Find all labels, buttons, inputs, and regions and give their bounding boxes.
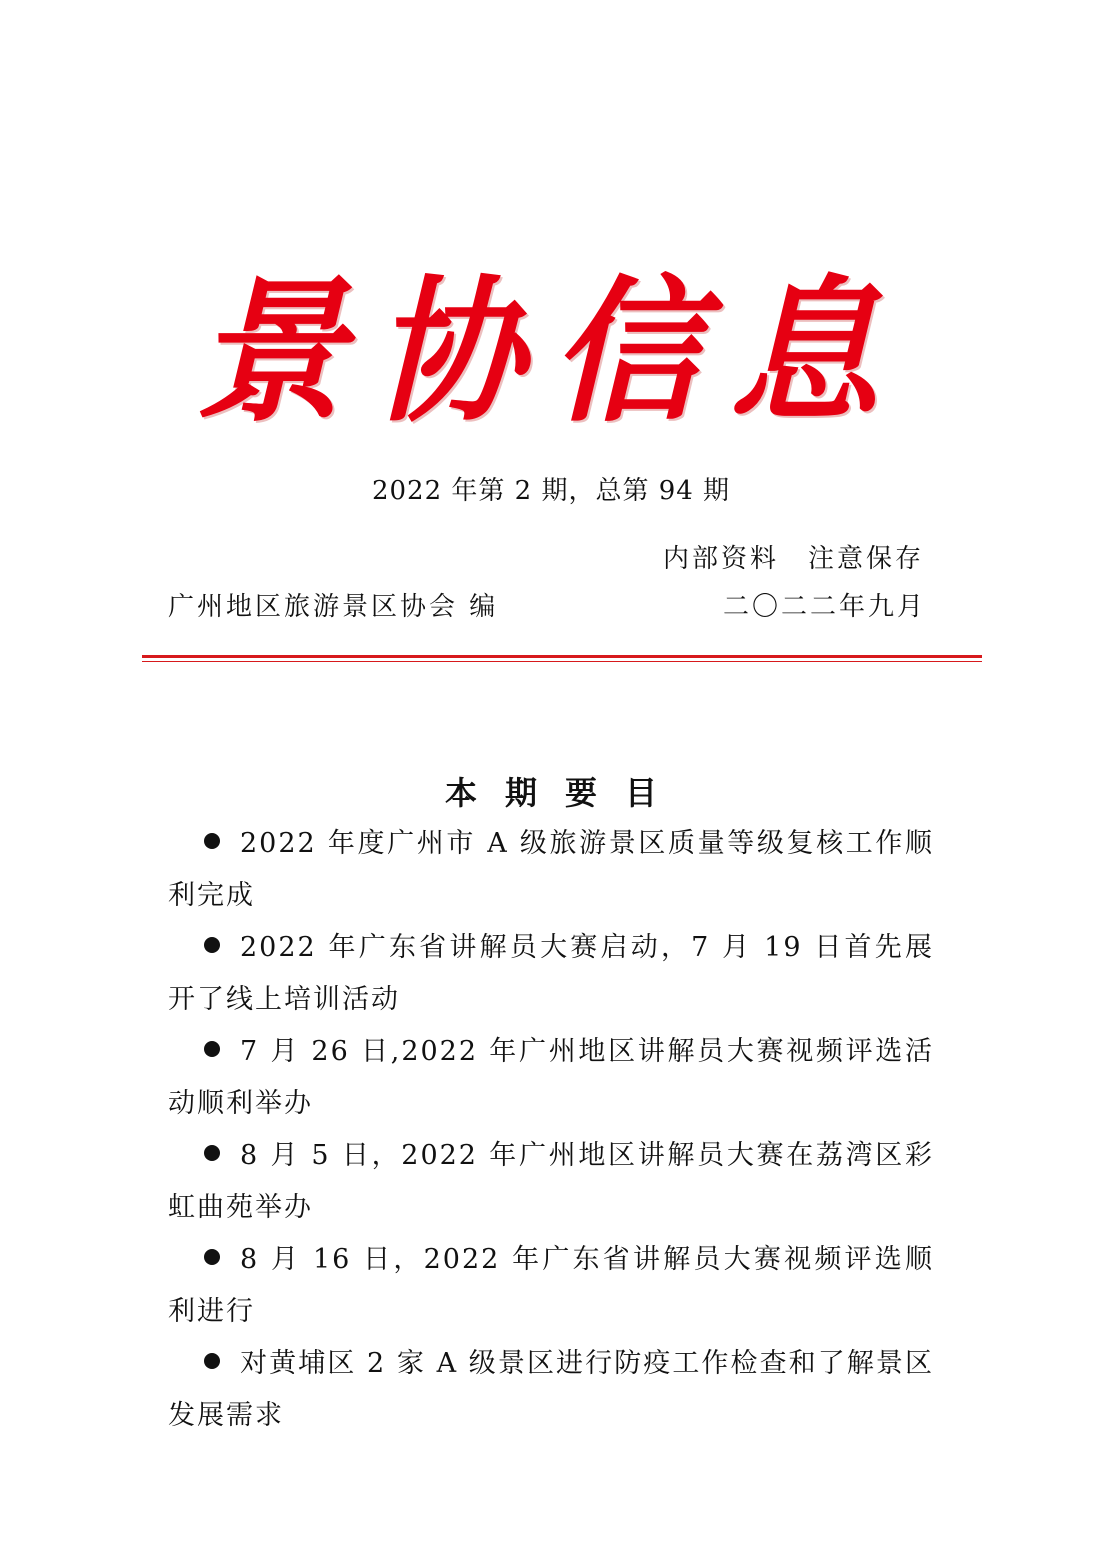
header-divider-thick [142,655,982,658]
toc-item-text: 7 月 26 日,2022 年广州地区讲解员大赛视频评选活动顺利举办 [168,1036,934,1119]
toc-item-text: 对黄埔区 2 家 A 级景区进行防疫工作检查和了解景区发展需求 [168,1348,934,1431]
toc-item [168,818,934,922]
header-divider-thin [142,661,982,662]
toc-item [168,1130,934,1234]
editor-credit: 广州地区旅游景区协会 编 [168,592,499,622]
bullet-icon [204,937,220,953]
toc-item-text: 8 月 16 日，2022 年广东省讲解员大赛视频评选顺利进行 [168,1244,934,1327]
toc-item [168,1026,934,1130]
toc-item [168,1234,934,1338]
publication-date: 二〇二二年九月 [722,592,926,622]
bullet-icon [204,1145,220,1161]
toc-list [168,818,934,1442]
toc-heading: 本期要目 [444,774,685,812]
bullet-icon [204,1353,220,1369]
toc-item-text: 8 月 5 日，2022 年广州地区讲解员大赛在荔湾区彩虹曲苑举办 [168,1140,934,1223]
toc-item-text: 2022 年度广州市 A 级旅游景区质量等级复核工作顺利完成 [168,828,934,911]
bullet-icon [204,833,220,849]
bullet-icon [204,1249,220,1265]
toc-item-text: 2022 年广东省讲解员大赛启动，7 月 19 日首先展开了线上培训活动 [168,932,934,1015]
issue-number: 2022 年第 2 期，总第 94 期 [371,476,731,506]
toc-item [168,922,934,1026]
bullet-icon [204,1041,220,1057]
masthead-title: 景协信息 [194,260,907,444]
toc-item [168,1338,934,1442]
confidential-notice: 内部资料 注意保存 [662,544,924,574]
